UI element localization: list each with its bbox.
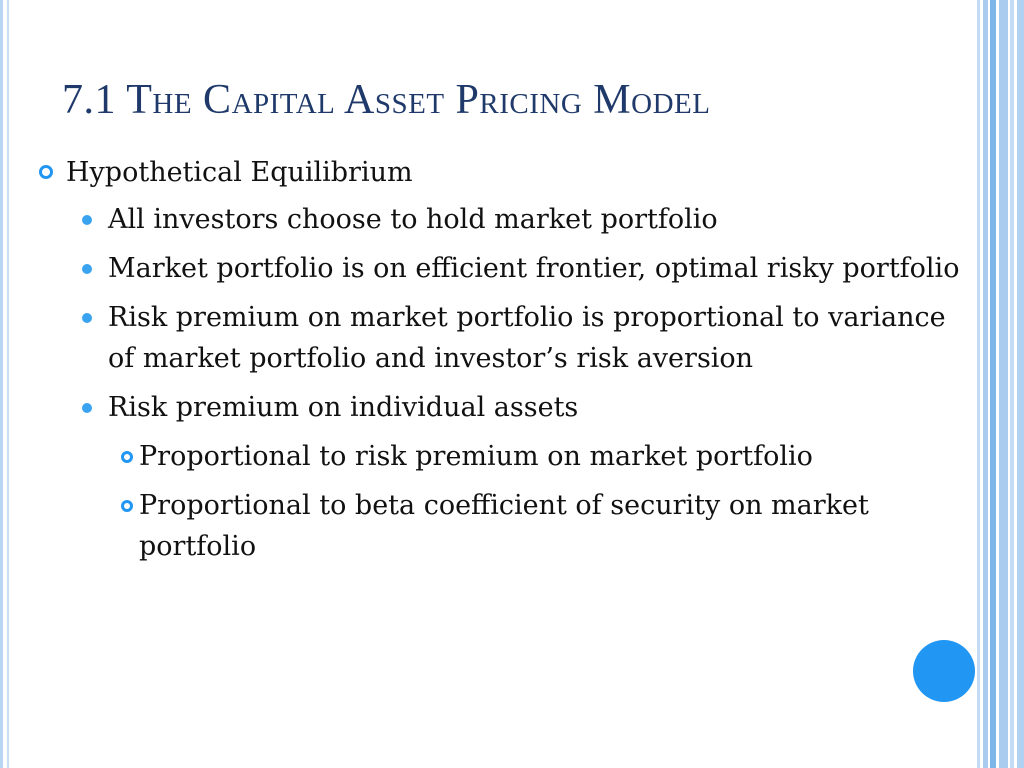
bullet-text: Market portfolio is on efficient frontier, optimal risky portfolio bbox=[108, 253, 960, 284]
bullet-text: Risk premium on individual assets bbox=[108, 392, 579, 423]
decorative-circle-icon bbox=[913, 640, 975, 702]
right-stripe-3 bbox=[990, 0, 996, 768]
dot-bullet-icon bbox=[82, 264, 92, 274]
bullet-list bbox=[0, 152, 975, 575]
right-stripe-6 bbox=[1017, 0, 1024, 768]
bullet-item bbox=[0, 485, 975, 567]
slide-title: 7.1 The Capital Asset Pricing Model bbox=[62, 77, 711, 123]
ring-bullet-icon bbox=[39, 165, 53, 179]
bullet-item bbox=[0, 297, 975, 379]
bullet-text: Proportional to risk premium on market portfolio bbox=[139, 441, 813, 472]
right-stripe-2 bbox=[983, 0, 988, 768]
right-stripe-4 bbox=[999, 0, 1008, 768]
dot-bullet-icon bbox=[82, 215, 92, 225]
ring-bullet-icon bbox=[121, 500, 133, 512]
bullet-text: All investors choose to hold market portfolio bbox=[108, 204, 718, 235]
bullet-text: Hypothetical Equilibrium bbox=[66, 157, 413, 188]
dot-bullet-icon bbox=[82, 313, 92, 323]
bullet-item bbox=[0, 248, 975, 289]
bullet-item bbox=[0, 152, 975, 193]
dot-bullet-icon bbox=[82, 403, 92, 413]
right-stripe-1 bbox=[977, 0, 980, 768]
bullet-item bbox=[0, 387, 975, 428]
bullet-text: Risk premium on market portfolio is proportional to variance of market portfolio and investor’s risk aversion bbox=[108, 302, 946, 374]
bullet-item bbox=[0, 436, 975, 477]
ring-bullet-icon bbox=[121, 451, 133, 463]
right-stripe-5 bbox=[1010, 0, 1014, 768]
bullet-item bbox=[0, 199, 975, 240]
bullet-text: Proportional to beta coefficient of security on market portfolio bbox=[139, 490, 869, 562]
